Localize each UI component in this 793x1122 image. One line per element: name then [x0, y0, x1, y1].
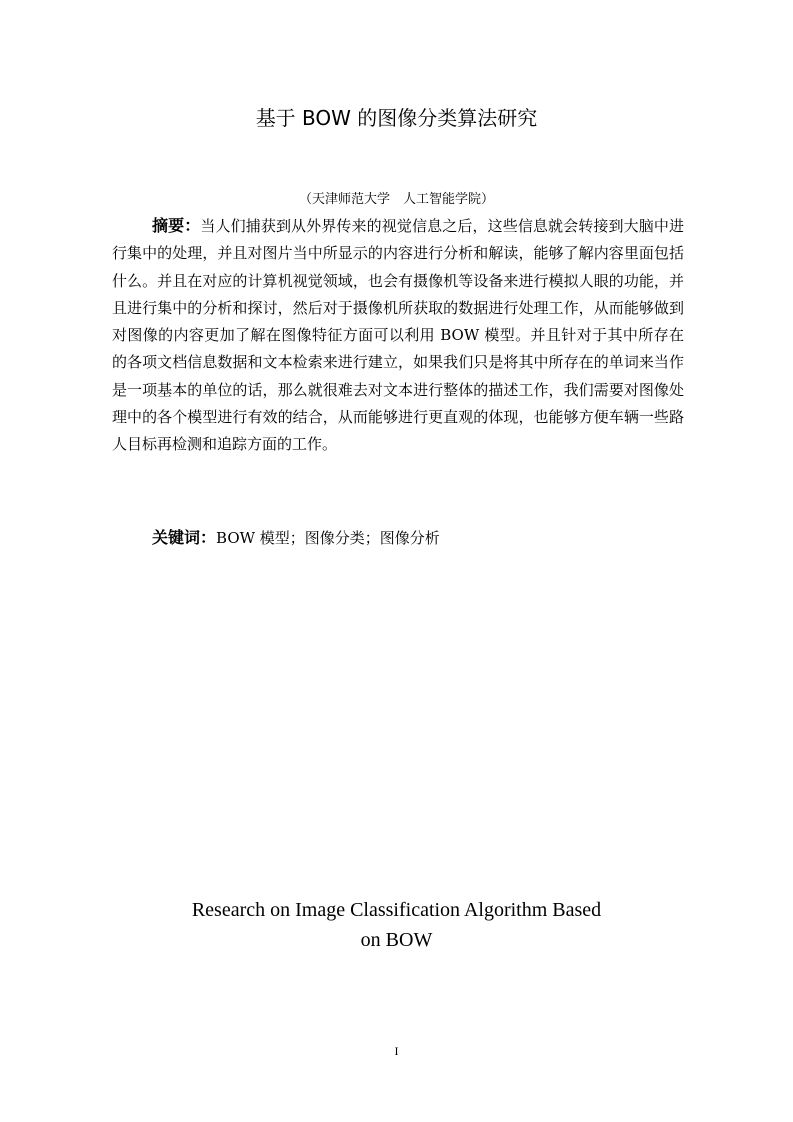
english-title-line-2: on BOW [360, 929, 433, 951]
page-number: I [394, 1044, 399, 1058]
keywords-line [152, 524, 440, 552]
keywords-label: 关键词： [152, 528, 217, 547]
english-title-line-1: Research on Image Classification Algorithm Based [191, 899, 602, 921]
english-title [0, 895, 793, 955]
affiliation: （天津师范大学 人工智能学院） [298, 192, 494, 207]
abstract-paragraph [112, 212, 684, 459]
abstract-label: 摘要： [152, 216, 201, 235]
abstract-text: 当人们捕获到从外界传来的视觉信息之后，这些信息就会转接到大脑中进行集中的处理，并且对图片当中所显示的内容进行分析和解读，能够了解内容里面包括什么。并且在对应的计算机视觉领域，也会有摄像机等设备来进行模拟人眼的功能，并且进行集中的分析和探讨，然后对于摄像机所获取的数据进行处理工作，从而能够做到对图像的内容更加了解在图像特征方面可以利用 BOW 模型。并且针对于其中所存在的各项文档信息数据和文本检索来进行建立，如果我们只是将其中所存在的单词来当作是一项基本的单位的话，那么就很难去对文本进行整体的描述工作，我们需要对图像处理中的各个模型进行有效的结合，从而能够进行更直观的体现，也能够方便车辆一些路人目标再检测和追踪方面的工作。 [112, 217, 684, 454]
keywords-text: BOW 模型；图像分类；图像分析 [216, 529, 440, 547]
chinese-title: 基于 BOW 的图像分类算法研究 [255, 106, 538, 130]
